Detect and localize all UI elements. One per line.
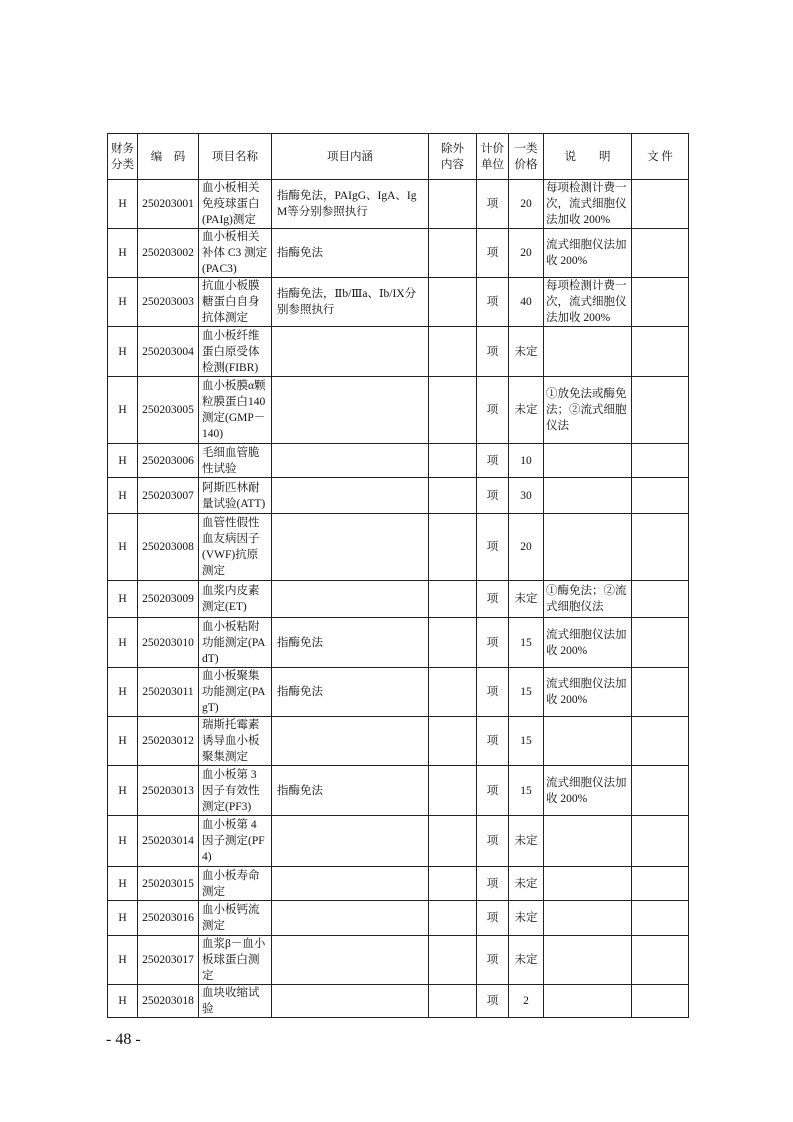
cell-name: 血小板聚集功能测定(PAgT) bbox=[199, 668, 272, 717]
cell-file bbox=[632, 668, 689, 717]
cell-note bbox=[544, 867, 632, 901]
table-row bbox=[108, 581, 689, 618]
cell-exclusion bbox=[429, 278, 477, 327]
cell-category: H bbox=[108, 618, 138, 668]
cell-price: 20 bbox=[509, 180, 544, 229]
cell-price: 20 bbox=[509, 229, 544, 278]
table-row bbox=[108, 717, 689, 766]
cell-category: H bbox=[108, 581, 138, 618]
cell-note bbox=[544, 985, 632, 1018]
cell-name: 血小板相关补体 C3 测定(PAC3) bbox=[199, 229, 272, 278]
cell-exclusion bbox=[429, 867, 477, 901]
cell-category: H bbox=[108, 816, 138, 867]
table-row bbox=[108, 816, 689, 867]
cell-file bbox=[632, 936, 689, 985]
document-sheet bbox=[107, 133, 688, 1050]
cell-category: H bbox=[108, 514, 138, 581]
cell-code: 250203008 bbox=[138, 514, 199, 581]
cell-name: 血小板钙流测定 bbox=[199, 901, 272, 936]
table-row bbox=[108, 327, 689, 377]
cell-price: 20 bbox=[509, 514, 544, 581]
cell-price: 未定 bbox=[509, 327, 544, 377]
cell-content bbox=[272, 327, 429, 377]
cell-note: 流式细胞仪法加收 200% bbox=[544, 668, 632, 717]
cell-category: H bbox=[108, 180, 138, 229]
cell-code: 250203001 bbox=[138, 180, 199, 229]
cell-price: 30 bbox=[509, 478, 544, 514]
cell-file bbox=[632, 901, 689, 936]
cell-note: ①放免法或酶免法；②流式细胞仪法 bbox=[544, 377, 632, 444]
cell-category: H bbox=[108, 278, 138, 327]
table-row bbox=[108, 444, 689, 478]
cell-name: 血块收缩试验 bbox=[199, 985, 272, 1018]
cell-category: H bbox=[108, 478, 138, 514]
header-content: 项目内涵 bbox=[272, 134, 429, 180]
header-price: 一类 价格 bbox=[509, 134, 544, 180]
cell-exclusion bbox=[429, 766, 477, 816]
cell-price: 2 bbox=[509, 985, 544, 1018]
cell-code: 250203010 bbox=[138, 618, 199, 668]
cell-name: 血小板膜α颗粒膜蛋白140 测定(GMP－140) bbox=[199, 377, 272, 444]
table-row bbox=[108, 229, 689, 278]
cell-price: 15 bbox=[509, 668, 544, 717]
cell-unit: 项 bbox=[477, 514, 509, 581]
cell-file bbox=[632, 717, 689, 766]
cell-unit: 项 bbox=[477, 444, 509, 478]
cell-code: 250203004 bbox=[138, 327, 199, 377]
cell-exclusion bbox=[429, 514, 477, 581]
cell-content bbox=[272, 901, 429, 936]
cell-file bbox=[632, 581, 689, 618]
cell-file bbox=[632, 985, 689, 1018]
cell-note bbox=[544, 936, 632, 985]
cell-note bbox=[544, 444, 632, 478]
cell-unit: 项 bbox=[477, 867, 509, 901]
cell-exclusion bbox=[429, 717, 477, 766]
cell-content bbox=[272, 478, 429, 514]
cell-code: 250203012 bbox=[138, 717, 199, 766]
cell-file bbox=[632, 816, 689, 867]
cell-note bbox=[544, 901, 632, 936]
table-row bbox=[108, 478, 689, 514]
cell-price: 15 bbox=[509, 766, 544, 816]
cell-exclusion bbox=[429, 581, 477, 618]
cell-name: 瑞斯托霉素诱导血小板聚集测定 bbox=[199, 717, 272, 766]
cell-note bbox=[544, 514, 632, 581]
cell-code: 250203009 bbox=[138, 581, 199, 618]
cell-code: 250203007 bbox=[138, 478, 199, 514]
table-row bbox=[108, 867, 689, 901]
cell-price: 15 bbox=[509, 717, 544, 766]
cell-code: 250203006 bbox=[138, 444, 199, 478]
cell-name: 毛细血管脆性试验 bbox=[199, 444, 272, 478]
cell-content bbox=[272, 816, 429, 867]
cell-content: 指酶免法 bbox=[272, 229, 429, 278]
cell-price: 未定 bbox=[509, 377, 544, 444]
header-unit: 计价 单位 bbox=[477, 134, 509, 180]
cell-file bbox=[632, 618, 689, 668]
cell-code: 250203017 bbox=[138, 936, 199, 985]
cell-unit: 项 bbox=[477, 327, 509, 377]
cell-note: 流式细胞仪法加收 200% bbox=[544, 766, 632, 816]
cell-price: 未定 bbox=[509, 816, 544, 867]
cell-code: 250203011 bbox=[138, 668, 199, 717]
cell-unit: 项 bbox=[477, 936, 509, 985]
cell-code: 250203014 bbox=[138, 816, 199, 867]
table-row bbox=[108, 514, 689, 581]
header-name: 项目名称 bbox=[199, 134, 272, 180]
cell-name: 抗血小板膜糖蛋白自身抗体测定 bbox=[199, 278, 272, 327]
cell-code: 250203018 bbox=[138, 985, 199, 1018]
cell-price: 15 bbox=[509, 618, 544, 668]
cell-note bbox=[544, 816, 632, 867]
cell-file bbox=[632, 377, 689, 444]
cell-code: 250203016 bbox=[138, 901, 199, 936]
cell-category: H bbox=[108, 444, 138, 478]
cell-file bbox=[632, 444, 689, 478]
cell-note: 流式细胞仪法加收 200% bbox=[544, 229, 632, 278]
cell-note: 每项检测计费一次，流式细胞仪法加收 200% bbox=[544, 278, 632, 327]
cell-file bbox=[632, 180, 689, 229]
cell-file bbox=[632, 514, 689, 581]
cell-category: H bbox=[108, 867, 138, 901]
cell-price: 未定 bbox=[509, 581, 544, 618]
cell-file bbox=[632, 278, 689, 327]
cell-exclusion bbox=[429, 377, 477, 444]
cell-exclusion bbox=[429, 444, 477, 478]
cell-name: 血小板纤维蛋白原受体检测(FIBR) bbox=[199, 327, 272, 377]
cell-category: H bbox=[108, 377, 138, 444]
header-code: 编 码 bbox=[138, 134, 199, 180]
cell-price: 10 bbox=[509, 444, 544, 478]
cell-category: H bbox=[108, 327, 138, 377]
cell-content: 指酶免法，PAIgG、IgA、IgM等分别参照执行 bbox=[272, 180, 429, 229]
cell-file bbox=[632, 478, 689, 514]
cell-exclusion bbox=[429, 901, 477, 936]
header-note: 说 明 bbox=[544, 134, 632, 180]
cell-content: 指酶免法，Ⅱb/Ⅲa、Ⅰb/IX分别参照执行 bbox=[272, 278, 429, 327]
cell-exclusion bbox=[429, 985, 477, 1018]
cell-name: 血小板第 3 因子有效性测定(PF3) bbox=[199, 766, 272, 816]
table-row bbox=[108, 668, 689, 717]
cell-file bbox=[632, 766, 689, 816]
table-row bbox=[108, 985, 689, 1018]
cell-code: 250203013 bbox=[138, 766, 199, 816]
cell-exclusion bbox=[429, 618, 477, 668]
cell-name: 阿斯匹林耐量试验(ATT) bbox=[199, 478, 272, 514]
cell-note: 每项检测计费一次，流式细胞仪法加收 200% bbox=[544, 180, 632, 229]
table-row bbox=[108, 180, 689, 229]
cell-category: H bbox=[108, 901, 138, 936]
cell-unit: 项 bbox=[477, 766, 509, 816]
header-file: 文 件 bbox=[632, 134, 689, 180]
cell-name: 血小板寿命测定 bbox=[199, 867, 272, 901]
cell-unit: 项 bbox=[477, 985, 509, 1018]
cell-unit: 项 bbox=[477, 901, 509, 936]
cell-category: H bbox=[108, 229, 138, 278]
cell-note bbox=[544, 717, 632, 766]
cell-category: H bbox=[108, 717, 138, 766]
cell-unit: 项 bbox=[477, 180, 509, 229]
price-table bbox=[107, 133, 689, 1018]
cell-exclusion bbox=[429, 327, 477, 377]
cell-content: 指酶免法 bbox=[272, 618, 429, 668]
header-exclusion: 除外 内容 bbox=[429, 134, 477, 180]
header-row bbox=[108, 134, 689, 180]
cell-category: H bbox=[108, 668, 138, 717]
cell-content bbox=[272, 936, 429, 985]
cell-content bbox=[272, 514, 429, 581]
table-row bbox=[108, 618, 689, 668]
cell-content bbox=[272, 867, 429, 901]
cell-name: 血浆内皮素测定(ET) bbox=[199, 581, 272, 618]
table-row bbox=[108, 901, 689, 936]
cell-note: ①酶免法；②流式细胞仪法 bbox=[544, 581, 632, 618]
cell-price: 未定 bbox=[509, 867, 544, 901]
cell-name: 血管性假性血友病因子(VWF)抗原测定 bbox=[199, 514, 272, 581]
cell-unit: 项 bbox=[477, 717, 509, 766]
cell-unit: 项 bbox=[477, 278, 509, 327]
cell-exclusion bbox=[429, 816, 477, 867]
cell-price: 未定 bbox=[509, 936, 544, 985]
cell-unit: 项 bbox=[477, 618, 509, 668]
cell-content bbox=[272, 377, 429, 444]
table-row bbox=[108, 278, 689, 327]
table-row bbox=[108, 766, 689, 816]
cell-code: 250203002 bbox=[138, 229, 199, 278]
cell-exclusion bbox=[429, 229, 477, 278]
header-category: 财务 分类 bbox=[108, 134, 138, 180]
cell-category: H bbox=[108, 766, 138, 816]
cell-note: 流式细胞仪法加收 200% bbox=[544, 618, 632, 668]
cell-category: H bbox=[108, 936, 138, 985]
cell-note bbox=[544, 478, 632, 514]
cell-content bbox=[272, 717, 429, 766]
cell-code: 250203005 bbox=[138, 377, 199, 444]
cell-file bbox=[632, 229, 689, 278]
page-number: - 48 - bbox=[106, 1031, 141, 1048]
cell-unit: 项 bbox=[477, 668, 509, 717]
cell-unit: 项 bbox=[477, 478, 509, 514]
cell-file bbox=[632, 327, 689, 377]
cell-content bbox=[272, 444, 429, 478]
cell-unit: 项 bbox=[477, 229, 509, 278]
cell-exclusion bbox=[429, 478, 477, 514]
cell-content: 指酶免法 bbox=[272, 766, 429, 816]
cell-unit: 项 bbox=[477, 816, 509, 867]
cell-code: 250203015 bbox=[138, 867, 199, 901]
cell-content bbox=[272, 985, 429, 1018]
cell-exclusion bbox=[429, 668, 477, 717]
table-row bbox=[108, 377, 689, 444]
cell-name: 血小板第 4 因子测定(PF4) bbox=[199, 816, 272, 867]
cell-unit: 项 bbox=[477, 581, 509, 618]
cell-name: 血小板粘附功能测定(PAdT) bbox=[199, 618, 272, 668]
table-row bbox=[108, 936, 689, 985]
cell-content bbox=[272, 581, 429, 618]
cell-price: 未定 bbox=[509, 901, 544, 936]
cell-content: 指酶免法 bbox=[272, 668, 429, 717]
cell-code: 250203003 bbox=[138, 278, 199, 327]
cell-name: 血小板相关免疫球蛋白(PAIg)测定 bbox=[199, 180, 272, 229]
cell-category: H bbox=[108, 985, 138, 1018]
cell-note bbox=[544, 327, 632, 377]
cell-name: 血浆β－血小板球蛋白测定 bbox=[199, 936, 272, 985]
cell-unit: 项 bbox=[477, 377, 509, 444]
cell-file bbox=[632, 867, 689, 901]
cell-exclusion bbox=[429, 180, 477, 229]
cell-price: 40 bbox=[509, 278, 544, 327]
cell-exclusion bbox=[429, 936, 477, 985]
